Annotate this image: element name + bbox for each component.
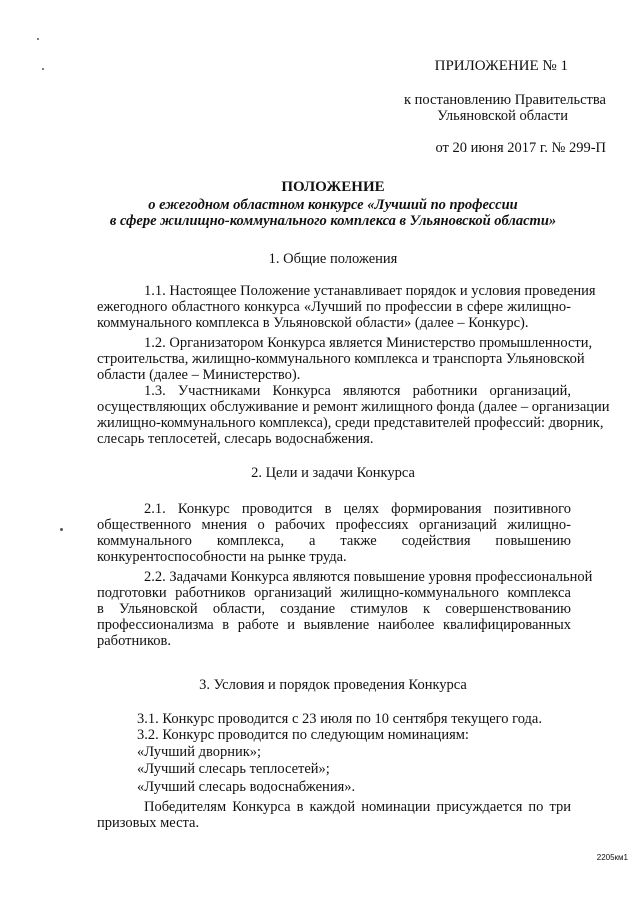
- text-line: профессионализма в работе и выявление наиболее квалифицированных: [97, 617, 571, 633]
- region-name: Ульяновской области: [437, 108, 568, 124]
- resolution-reference: к постановлению Правительства: [404, 92, 606, 108]
- text-line: слесарь теплосетей, слесарь водоснабжения.: [97, 431, 374, 447]
- section-2-heading: 2. Цели и задачи Конкурса: [251, 465, 415, 481]
- text-line: коммунального комплекса в Ульяновской области» (далее – Конкурс).: [97, 315, 529, 331]
- paragraph-1-2: [97, 335, 593, 383]
- paragraph-prize: [97, 799, 571, 831]
- document-subtitle-line-1: о ежегодном областном конкурсе «Лучший по профессии: [148, 197, 518, 213]
- text-line: 2.1. Конкурс проводится в целях формирования позитивного: [144, 501, 571, 517]
- nomination-item: «Лучший слесарь водоснабжения».: [137, 779, 356, 795]
- text-line: призовых места.: [97, 815, 200, 831]
- text-line: в Ульяновской области, создание стимулов к совершенствованию: [97, 601, 571, 617]
- paragraph-2-2: [97, 569, 593, 649]
- nomination-item: «Лучший дворник»;: [137, 744, 262, 760]
- scan-speck: [37, 38, 39, 40]
- text-line: 1.1. Настоящее Положение устанавливает порядок и условия проведения: [144, 283, 596, 299]
- text-line: осуществляющих обслуживание и ремонт жилищного фонда (далее – организации: [97, 399, 610, 415]
- text-line: области (далее – Министерство).: [97, 367, 301, 383]
- paragraph-1-1: [97, 283, 596, 331]
- text-line: 2.2. Задачами Конкурса являются повышение уровня профессиональной: [144, 569, 593, 585]
- section-1-heading: 1. Общие положения: [268, 251, 398, 267]
- scan-speck: [60, 528, 63, 531]
- text-line: работников.: [97, 633, 172, 649]
- paragraph-3-1: 3.1. Конкурс проводится с 23 июля по 10 сентября текущего года.: [137, 711, 542, 727]
- text-line: ежегодного областного конкурса «Лучший по профессии в сфере жилищно-: [97, 299, 571, 315]
- text-line: конкурентоспособности на рынке труда.: [97, 549, 347, 565]
- scan-speck: [42, 68, 44, 70]
- text-line: общественного мнения о рабочих профессиях организаций жилищно-: [97, 517, 571, 533]
- text-line: жилищно-коммунального комплекса), среди представителей профессий: дворник,: [97, 415, 604, 431]
- paragraph-3-2: 3.2. Конкурс проводится по следующим номинациям:: [137, 727, 469, 743]
- section-3-heading: 3. Условия и порядок проведения Конкурса: [199, 677, 467, 693]
- nomination-item: «Лучший слесарь теплосетей»;: [137, 761, 330, 777]
- text-line: Победителям Конкурса в каждой номинации присуждается по три: [144, 799, 571, 815]
- document-code: 2205км1: [596, 853, 628, 862]
- text-line: 1.2. Организатором Конкурса является Министерство промышленности,: [144, 335, 593, 351]
- appendix-label: ПРИЛОЖЕНИЕ № 1: [434, 58, 568, 74]
- text-line: 1.3. Участниками Конкурса являются работники организаций,: [144, 383, 571, 399]
- document-subtitle-line-2: в сфере жилищно-коммунального комплекса в Ульяновской области»: [109, 213, 557, 229]
- paragraph-2-1: [97, 501, 571, 565]
- document-title: ПОЛОЖЕНИЕ: [281, 179, 385, 195]
- paragraph-1-3: [97, 383, 610, 447]
- text-line: коммунального комплекса, а также содействия повышению: [97, 533, 571, 549]
- text-line: строительства, жилищно-коммунального комплекса и транспорта Ульяновской: [97, 351, 585, 367]
- text-line: подготовки работников организаций жилищно-коммунального комплекса: [97, 585, 571, 601]
- resolution-date-number: от 20 июня 2017 г. № 299-П: [435, 140, 606, 156]
